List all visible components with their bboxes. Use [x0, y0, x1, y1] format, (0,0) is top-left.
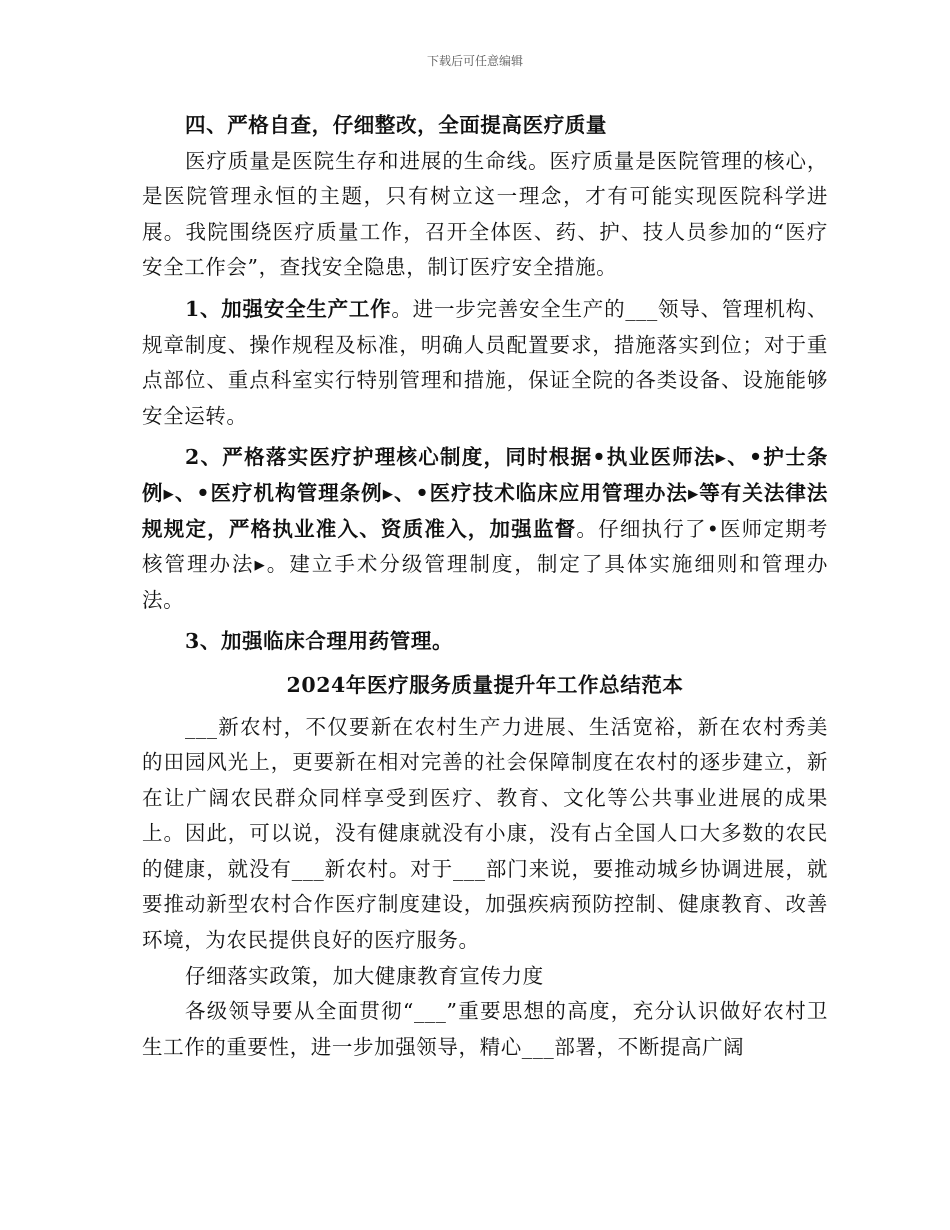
- page-header: 下载后可任意编辑: [426, 54, 523, 68]
- item-text: 。仔细执行了•医师定期考核管理办法▸。建立手术分级管理制度，制定了具体实施细则和管理办法。: [142, 516, 828, 612]
- document-body: [142, 108, 828, 1065]
- item-heading: 2、严格落实医疗护理核心制度，同时根据•执业医师法▸、•护士条例▸、•医疗机构管理条例▸、•医疗技术临床应用管理办法▸等有关法律法规规定，严格执业准入、资质准入，加强监督: [142, 445, 828, 541]
- document-title: 2024年医疗服务质量提升年工作总结范本: [286, 672, 684, 697]
- paragraph: [142, 440, 828, 618]
- section-heading: 四、严格自查，仔细整改，全面提高医疗质量: [185, 113, 607, 137]
- paragraph: [142, 292, 828, 434]
- paragraph: 医疗质量是医院生存和进展的生命线。医疗质量是医院管理的核心，是医院管理永恒的主题，只有树立这一理念，才有可能实现医院科学进展。我院围绕医疗质量工作，召开全体医、药、护、技人员参加的“医疗安全工作会”，查找安全隐患，制订医疗安全措施。: [142, 148, 828, 280]
- paragraph: ___新农村，不仅要新在农村生产力进展、生活宽裕，新在农村秀美的田园风光上，更要新在相对完善的社会保障制度在农村的逐步建立，新在让广阔农民群众同样享受到医疗、教育、文化等公共事业进展的成果上。因此，可以说，没有健康就没有小康，没有占全国人口大多数的农民的健康，就没有___新农村。对于___部门来说，要推动城乡协调进展，就要推动新型农村合作医疗制度建设，加强疾病预防控制、健康教育、改善环境，为农民提供良好的医疗服务。: [142, 714, 828, 953]
- item-text: 。进一步完善安全生产的___领导、管理机构、规章制度、操作规程及标准，明确人员配置要求，措施落实到位；对于重点部位、重点科室实行特别管理和措施，保证全院的各类设备、设施能够安全运转。: [142, 296, 829, 428]
- subheading: 仔细落实政策，加大健康教育宣传力度: [185, 963, 544, 988]
- item-heading: 1、加强安全生产工作: [185, 296, 392, 321]
- paragraph: 各级领导要从全面贯彻“___”重要思想的高度，充分认识做好农村卫生工作的重要性，进一步加强领导，精心___部署，不断提高广阔: [142, 999, 828, 1059]
- item-heading: 3、加强临床合理用药管理。: [185, 629, 454, 654]
